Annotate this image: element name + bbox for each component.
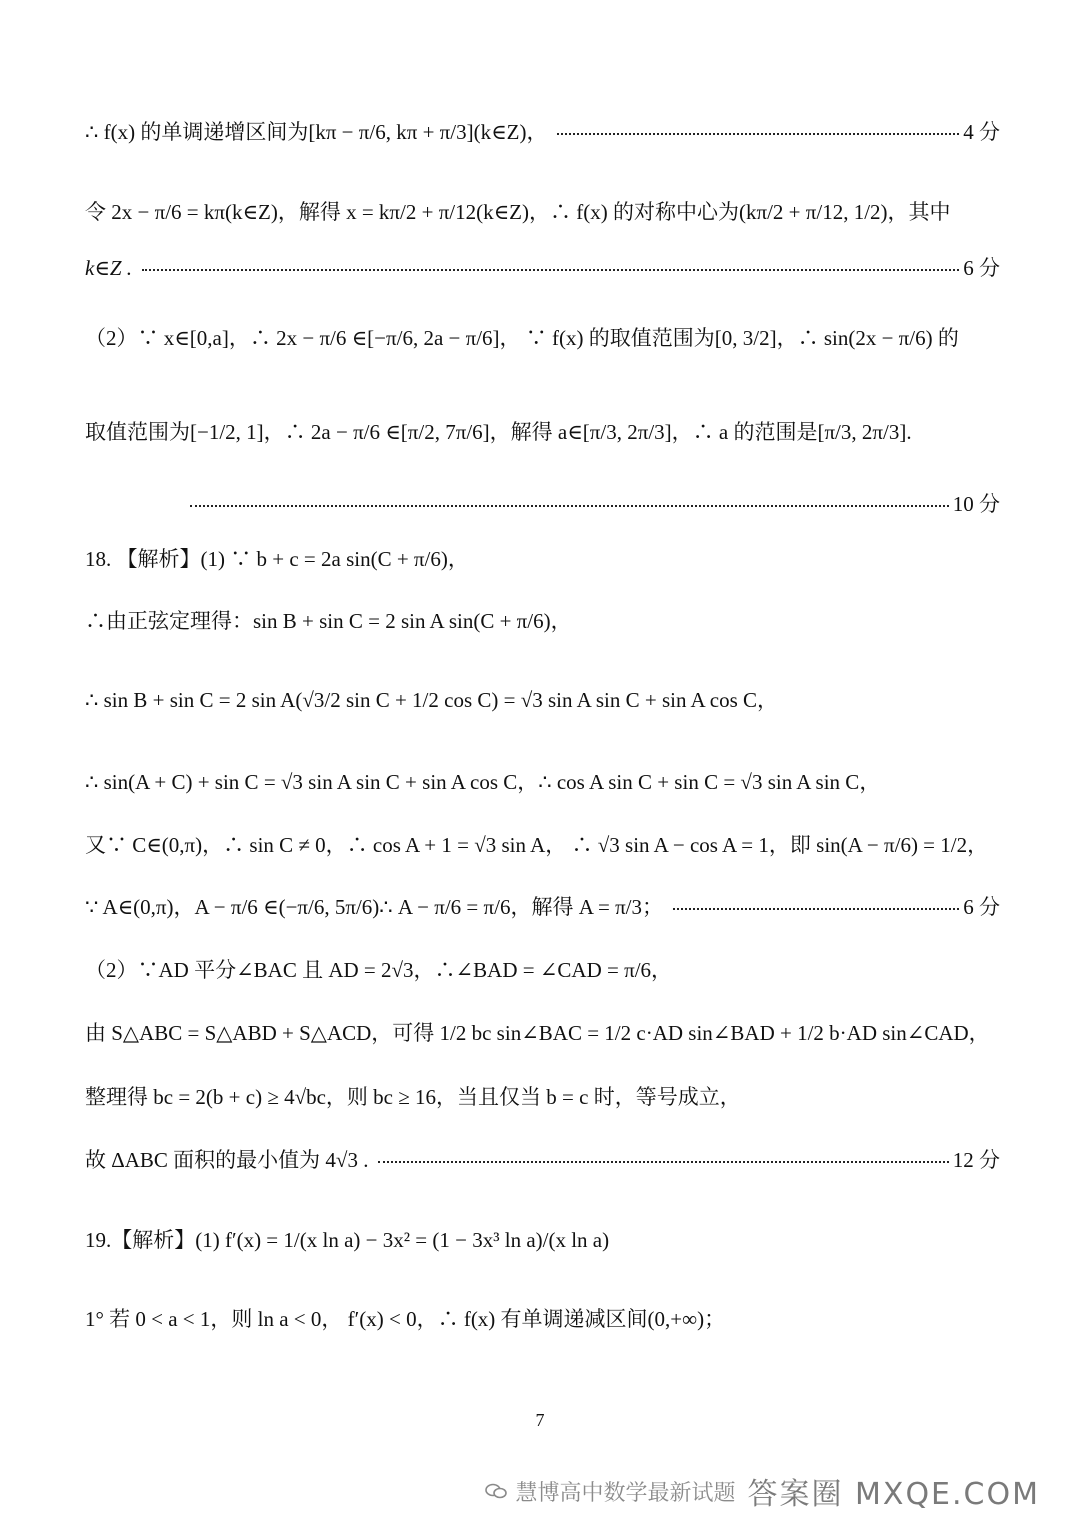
solution-line	[85, 254, 1000, 282]
solution-line	[85, 198, 1000, 226]
math-text: 取值范围为[−1/2, 1]，∴ 2a − π/6 ∈[π/2, 7π/6]，解得 a∈[π/3, 2π/3]，∴ a 的范围是[π/3, 2π/3].	[85, 420, 912, 444]
score-leader	[190, 505, 949, 507]
score-leader	[673, 908, 959, 910]
math-text: （2）∵ x∈[0,a]，∴ 2x − π/6 ∈[−π/6, 2a − π/6]， ∵ f(x) 的取值范围为[0, 3/2]，∴ sin(2x − π/6) 的	[85, 326, 959, 350]
math-text: ∴ sin(A + C) + sin C = √3 sin A sin C + sin A cos C，∴ cos A sin C + sin C = √3 sin A sin C，	[85, 770, 881, 794]
page-number: 7	[535, 1410, 545, 1430]
solution-line	[85, 1083, 1000, 1111]
solution-line	[85, 893, 1000, 921]
solution-line	[190, 490, 1000, 518]
math-text: 整理得 bc = 2(b + c) ≥ 4√bc，则 bc ≥ 16，当且仅当 b = c 时，等号成立，	[85, 1085, 741, 1109]
math-text: 1° 若 0 < a < 1，则 ln a < 0， f′(x) < 0，∴ f(x) 有单调递减区间(0,+∞)；	[85, 1307, 726, 1331]
solution-line	[85, 607, 1000, 635]
solution-line	[85, 418, 1000, 446]
score-leader	[142, 269, 959, 271]
watermark-text: 慧博高中数学最新试题	[515, 1480, 736, 1506]
math-text: 故 ΔABC 面积的最小值为 4√3 .	[85, 1148, 369, 1172]
math-text: ∴ sin B + sin C = 2 sin A(√3/2 sin C + 1/2 cos C) = √3 sin A sin C + sin A cos C，	[85, 688, 779, 712]
score-leader	[557, 133, 959, 135]
solution-line	[85, 1226, 1000, 1254]
solution-line	[85, 118, 1000, 146]
solution-line	[85, 686, 1000, 714]
solution-line	[85, 956, 1000, 984]
math-text: 由 S△ABC = S△ABD + S△ACD，可得 1/2 bc sin∠BAC = 1/2 c·AD sin∠BAD + 1/2 b·AD sin∠CAD，	[85, 1021, 990, 1045]
score-label: 6 分	[963, 895, 1000, 919]
math-text: 令 2x − π/6 = kπ(k∈Z)，解得 x = kπ/2 + π/12(k∈Z)，∴ f(x) 的对称中心为(kπ/2 + π/12, 1/2)，其中	[85, 200, 951, 224]
solution-line	[85, 1146, 1000, 1174]
solution-line	[85, 545, 1000, 573]
solution-line	[85, 831, 1000, 859]
math-text: ∴由正弦定理得：sin B + sin C = 2 sin A sin(C + π/6)，	[85, 609, 572, 633]
math-text: 18. 【解析】(1) ∵ b + c = 2a sin(C + π/6)，	[85, 547, 469, 571]
watermark-logo: 答案圈 MXQE.COM	[747, 1477, 1040, 1512]
solution-line	[85, 1019, 1000, 1047]
score-label: 12 分	[952, 1148, 1000, 1172]
math-text: 又∵ C∈(0,π)，∴ sin C ≠ 0，∴ cos A + 1 = √3 sin A， ∴ √3 sin A − cos A = 1，即 sin(A − π/6) = 1/2，	[85, 833, 989, 857]
score-label: 4 分	[963, 120, 1000, 144]
score-label: 6 分	[963, 256, 1000, 280]
math-text: k∈Z .	[85, 256, 133, 280]
solution-line	[85, 1305, 1000, 1333]
wechat-icon	[485, 1483, 507, 1499]
solution-line	[85, 768, 1000, 796]
watermark	[485, 1469, 1040, 1513]
math-text: ∴ f(x) 的单调递增区间为[kπ − π/6, kπ + π/3](k∈Z)，	[85, 120, 548, 144]
score-label: 10 分	[952, 492, 1000, 516]
math-text: 19.【解析】(1) f′(x) = 1/(x ln a) − 3x² = (1 − 3x³ ln a)/(x ln a)	[85, 1228, 610, 1252]
score-leader	[378, 1161, 948, 1163]
math-text: ∵ A∈(0,π)，A − π/6 ∈(−π/6, 5π/6)∴ A − π/6 = π/6，解得 A = π/3；	[85, 895, 664, 919]
solution-line	[85, 324, 1000, 352]
math-text: （2）∵AD 平分∠BAC 且 AD = 2√3，∴∠BAD = ∠CAD = π/6，	[85, 958, 673, 982]
